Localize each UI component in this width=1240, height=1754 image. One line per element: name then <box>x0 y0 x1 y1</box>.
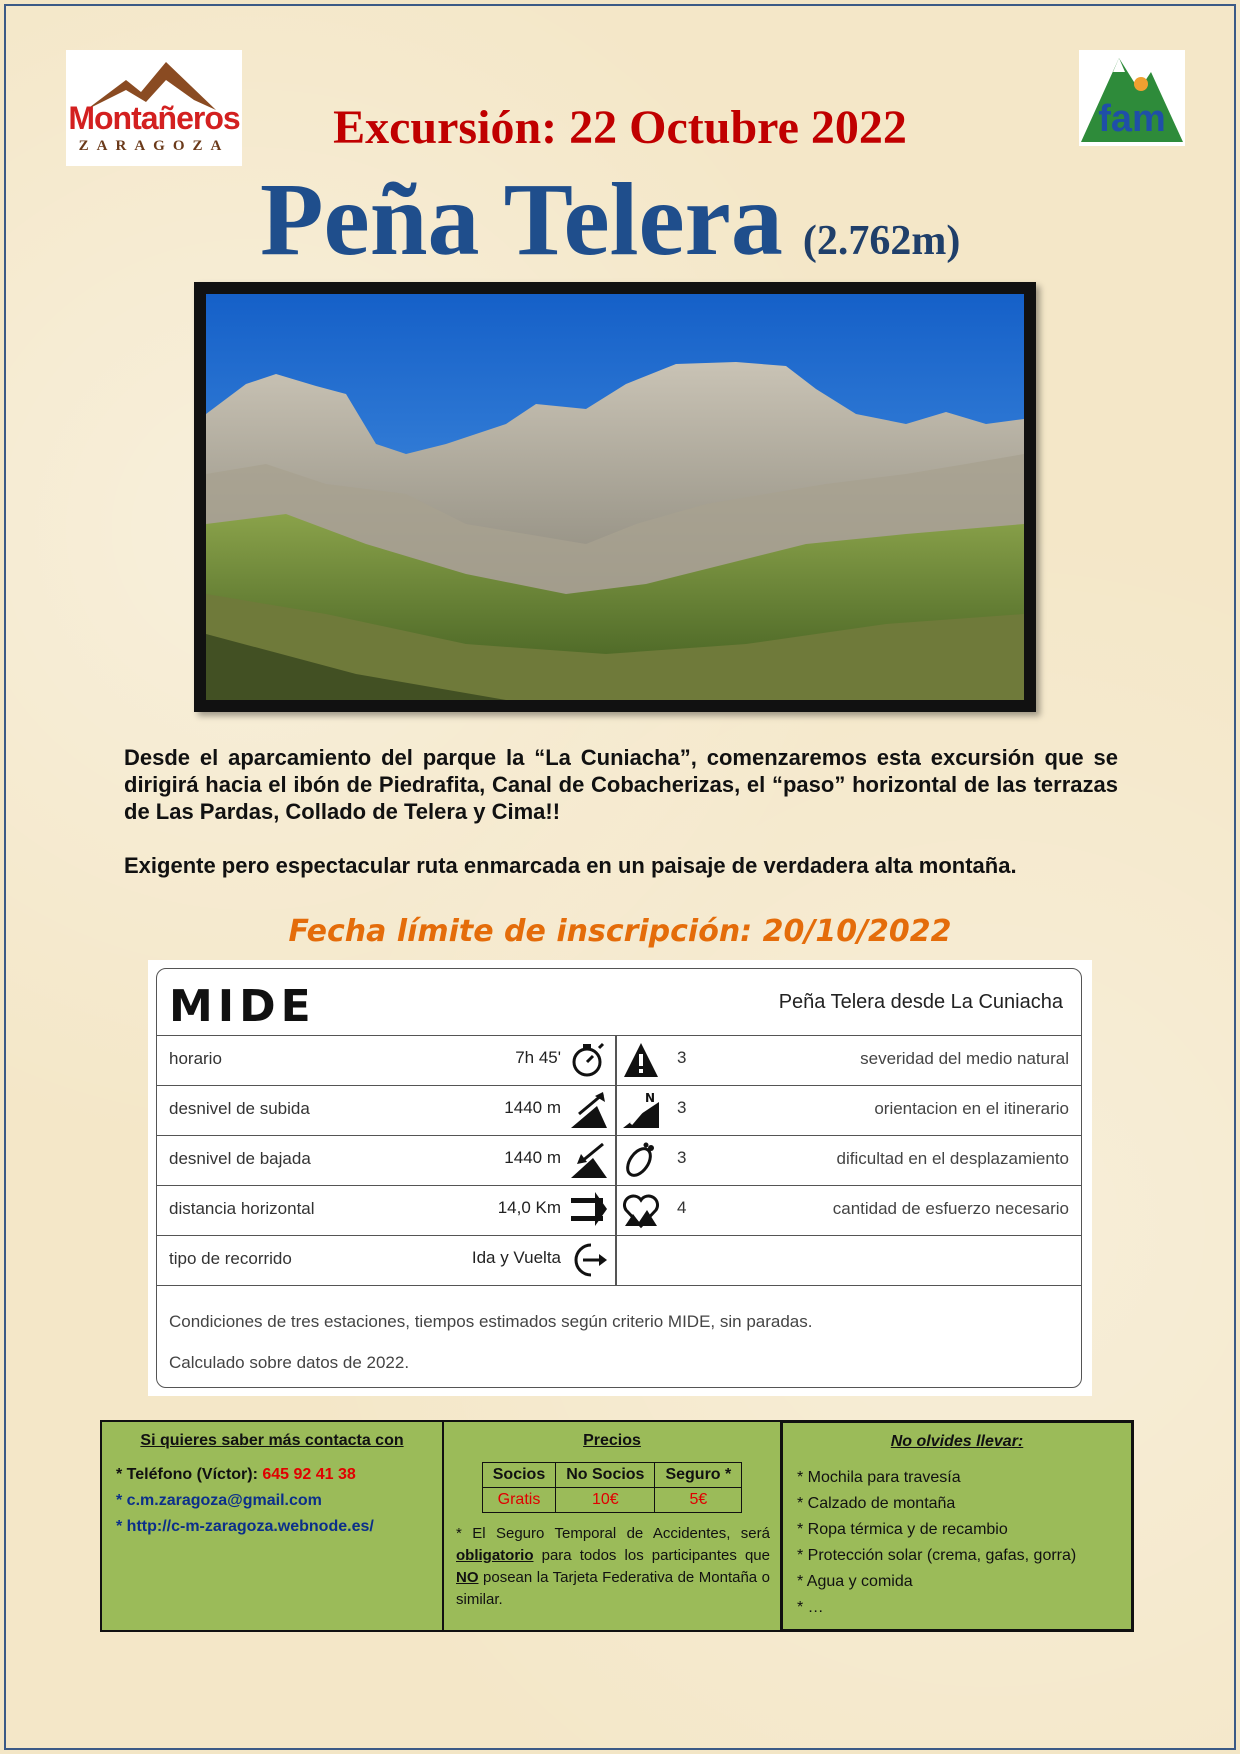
descent-icon <box>569 1140 609 1180</box>
mide-divider <box>615 1135 617 1185</box>
mide-grade: 4 <box>677 1198 687 1217</box>
mide-row-label: desnivel de bajada <box>169 1149 311 1168</box>
bring-item: * Agua y comida <box>797 1573 913 1590</box>
description-paragraph-2: Exigente pero espectacular ruta enmarcada en un paisaje de verdadera alta montaña. <box>124 853 1017 878</box>
mide-row-tipo <box>157 1235 1081 1286</box>
montaneros-logo-name: Montañeros <box>68 100 240 136</box>
description-paragraph-1: Desde el aparcamiento del parque la “La Cuniacha”, comenzaremos esta excursión que se dirigirá hacia el ibón de Piedrafita, Canal de Cobacherizas, el “paso” horizontal de las terrazas de Las Pardas, Collado de Telera y Cima!! <box>124 745 1118 824</box>
mide-right-label: orientacion en el itinerario <box>874 1099 1069 1118</box>
bring-box <box>780 1420 1134 1632</box>
photo-frame <box>194 282 1036 712</box>
contact-phone[interactable]: 645 92 41 38 <box>262 1466 356 1483</box>
warning-icon <box>621 1040 661 1080</box>
bring-list <box>797 1465 1131 1621</box>
insurance-note-no: NO <box>456 1569 479 1586</box>
mide-table <box>156 968 1082 1388</box>
price-header-seguro: Seguro * <box>655 1463 742 1488</box>
price-header-socios: Socios <box>482 1463 555 1488</box>
prices-value-row <box>482 1488 742 1513</box>
mide-grade: 3 <box>677 1098 687 1117</box>
prices-box <box>442 1420 782 1632</box>
mide-card <box>148 960 1092 1396</box>
mide-grade: 3 <box>677 1148 687 1167</box>
bring-item: * Protección solar (crema, gafas, gorra) <box>797 1547 1077 1564</box>
price-no-socios: 10€ <box>556 1488 655 1513</box>
contact-website[interactable]: * http://c-m-zaragoza.webnode.es/ <box>116 1518 374 1535</box>
mide-divider <box>615 1035 617 1085</box>
stopwatch-icon <box>569 1040 609 1080</box>
bring-item: * Calzado de montaña <box>797 1495 956 1512</box>
mide-route-name: Peña Telera desde La Cuniacha <box>778 991 1063 1013</box>
bring-title: No olvides llevar: <box>890 1433 1024 1450</box>
svg-text:N: N <box>645 1091 656 1105</box>
info-section <box>100 1420 1134 1636</box>
prices-table <box>482 1462 743 1513</box>
mountain-photo <box>206 294 1024 700</box>
contact-details <box>116 1462 442 1540</box>
fam-logo-text: fam <box>1098 98 1166 140</box>
footprint-icon <box>621 1140 661 1180</box>
mide-row-distancia <box>157 1185 1081 1236</box>
mide-row-subida <box>157 1085 1081 1136</box>
contact-title: Si quieres saber más contacta con <box>140 1432 404 1449</box>
mide-row-value: 1440 m <box>504 1148 561 1167</box>
prices-title: Precios <box>583 1432 641 1449</box>
price-socios: Gratis <box>482 1488 555 1513</box>
mide-grade: 3 <box>677 1048 687 1067</box>
bring-item: * Ropa térmica y de recambio <box>797 1521 1008 1538</box>
price-seguro: 5€ <box>655 1488 742 1513</box>
mide-row-label: distancia horizontal <box>169 1199 315 1218</box>
mide-row-horario <box>157 1035 1081 1086</box>
insurance-note-e: posean la Tarjeta Federativa de Montaña o similar. <box>456 1569 770 1608</box>
mide-row-value: Ida y Vuelta <box>471 1248 561 1267</box>
mide-divider <box>615 1085 617 1135</box>
insurance-note-a: * El Seguro Temporal de Accidentes, será <box>456 1525 770 1542</box>
peak-altitude: (2.762m) <box>802 218 961 264</box>
mide-row-label: horario <box>169 1049 222 1068</box>
event-date-text: Excursión: 22 Octubre 2022 <box>333 101 907 154</box>
event-date <box>0 100 1240 155</box>
mide-logo: MIDE <box>169 981 316 1032</box>
effort-heart-icon <box>621 1190 661 1230</box>
registration-deadline: Fecha límite de inscripción: 20/10/2022 <box>288 914 952 949</box>
mide-row-label: desnivel de subida <box>169 1099 310 1118</box>
peak-title <box>260 160 960 279</box>
mide-row-value: 1440 m <box>504 1098 561 1117</box>
bring-item: * … <box>797 1599 824 1616</box>
mide-divider <box>615 1185 617 1235</box>
mountain-landscape-image <box>206 294 1024 700</box>
orientation-icon <box>621 1090 661 1130</box>
mide-row-value: 14,0 Km <box>497 1198 561 1217</box>
mide-right-label: cantidad de esfuerzo necesario <box>832 1199 1069 1218</box>
mide-footer <box>169 1301 812 1383</box>
route-description <box>124 744 1118 906</box>
price-header-no-socios: No Socios <box>556 1463 655 1488</box>
round-trip-icon <box>569 1240 609 1280</box>
peak-name: Peña Telera <box>260 162 783 277</box>
contact-email[interactable]: * c.m.zaragoza@gmail.com <box>116 1492 322 1509</box>
mide-right-label: dificultad en el desplazamiento <box>836 1149 1069 1168</box>
contact-phone-line <box>116 1462 442 1488</box>
mide-footer-calculated: Calculado sobre datos de 2022. <box>169 1353 410 1372</box>
insurance-note-mandatory: obligatorio <box>456 1547 534 1564</box>
distance-arrow-icon <box>569 1190 609 1230</box>
mide-header <box>157 969 1081 1036</box>
mide-divider <box>615 1235 617 1285</box>
prices-header-row <box>482 1463 742 1488</box>
mide-row-value: 7h 45' <box>515 1048 561 1067</box>
mide-row-bajada <box>157 1135 1081 1186</box>
insurance-note <box>456 1523 770 1611</box>
mide-row-label: tipo de recorrido <box>169 1249 292 1268</box>
ascent-icon <box>569 1090 609 1130</box>
insurance-note-c: para todos los participantes que <box>533 1547 770 1564</box>
mide-footer-conditions: Condiciones de tres estaciones, tiempos estimados según criterio MIDE, sin paradas. <box>169 1312 813 1331</box>
contact-phone-label: * Teléfono (Víctor): <box>116 1466 263 1483</box>
montaneros-logo-sub: ZARAGOZA <box>78 138 230 154</box>
bring-item: * Mochila para travesía <box>797 1469 961 1486</box>
mide-right-label: severidad del medio natural <box>860 1049 1069 1068</box>
contact-box <box>100 1420 444 1632</box>
